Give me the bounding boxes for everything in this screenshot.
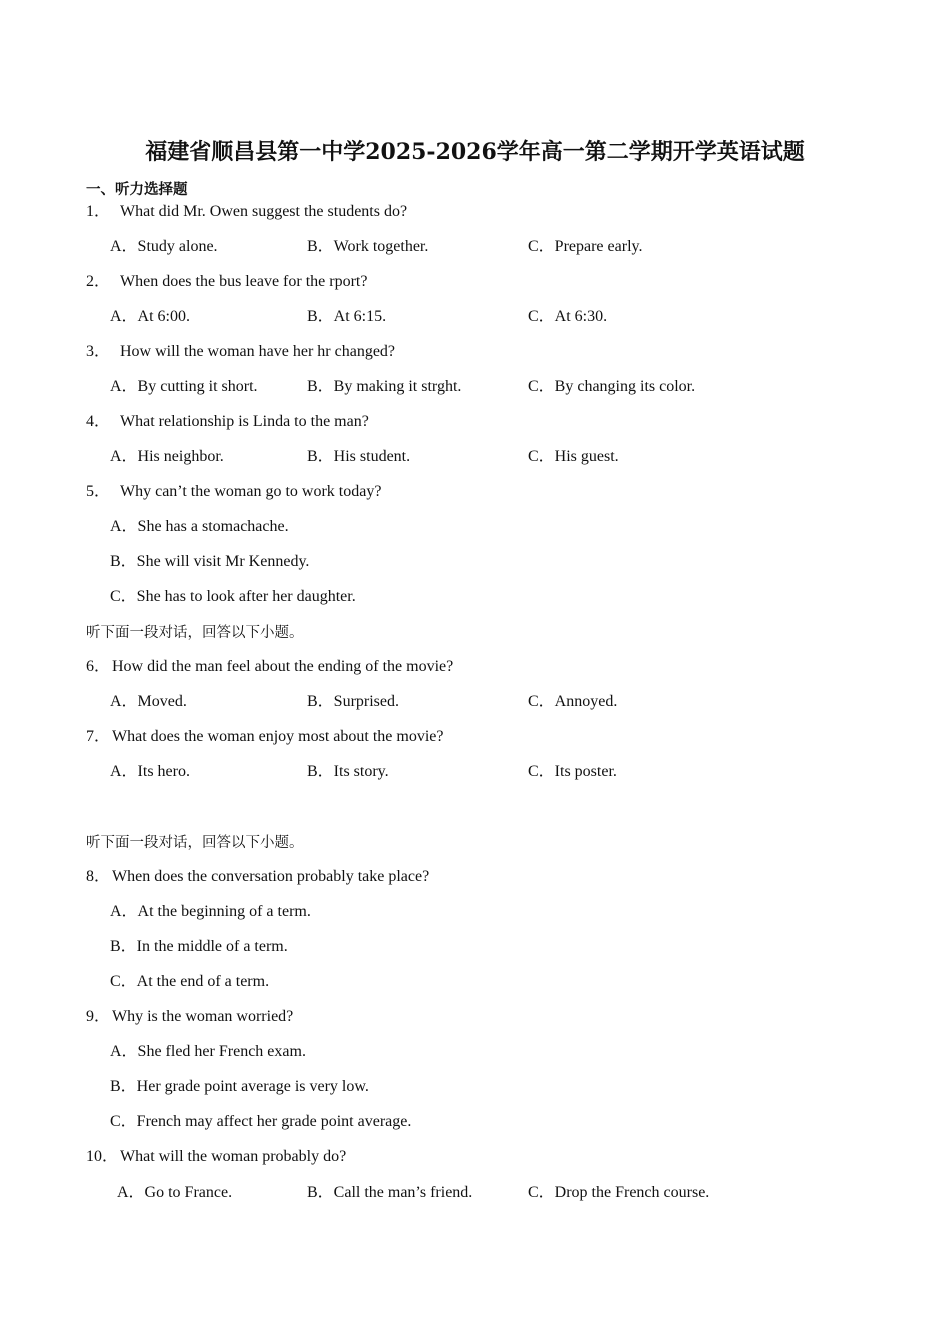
question-number: 7． [86,728,111,745]
question-3 [86,342,395,362]
option-a: A．Study alone. [110,238,218,255]
option-c: C．Prepare early. [528,238,643,255]
option-b: B．She will visit Mr Kennedy. [110,553,310,570]
option-c: C．By changing its color. [528,378,696,395]
option-c: C．His guest. [528,448,619,465]
question-number: 8． [86,868,111,885]
option-c: C．Drop the French course. [528,1184,710,1201]
option-c: C．French may affect her grade point average. [110,1113,412,1130]
option-c: C．Annoyed. [528,693,618,710]
instruction: 听下面一段对话，回答以下小题。 [86,625,304,641]
question-number: 9． [86,1008,111,1025]
question-number: 1． [86,203,111,220]
question-text: What does the woman enjoy most about the movie? [112,728,444,745]
option-a: A．She has a stomachache. [110,518,289,535]
question-8 [86,867,429,887]
question-number: 10． [86,1148,119,1165]
question-number: 5． [86,483,111,500]
question-number: 6． [86,658,111,675]
option-b: B．Her grade point average is very low. [110,1078,369,1095]
question-6 [86,657,453,677]
question-text: What did Mr. Owen suggest the students do? [120,203,408,220]
option-b: B．Surprised. [307,693,400,710]
option-b: B．In the middle of a term. [110,938,288,955]
question-text: When does the conversation probably take place? [112,868,430,885]
question-7 [86,727,443,747]
question-1 [86,202,407,222]
question-text: What relationship is Linda to the man? [120,413,369,430]
option-c: C．At the end of a term. [110,973,270,990]
option-c: C．She has to look after her daughter. [110,588,356,605]
option-a: A．Its hero. [110,763,190,780]
question-10 [86,1147,346,1167]
question-text: How will the woman have her hr changed? [120,343,396,360]
option-a: A．By cutting it short. [110,378,258,395]
option-b: B．At 6:15. [307,308,387,325]
option-a: A．At the beginning of a term. [110,903,311,920]
section-heading: 一、听力选择题 [86,182,188,198]
option-b: B．By making it strght. [307,378,462,395]
option-a: A．At 6:00. [110,308,191,325]
question-text: When does the bus leave for the rport? [120,273,368,290]
instruction: 听下面一段对话，回答以下小题。 [86,835,304,851]
question-number: 3． [86,343,111,360]
question-2 [86,272,367,292]
option-a: A．His neighbor. [110,448,224,465]
question-text: Why is the woman worried? [112,1008,294,1025]
option-b: B．His student. [307,448,411,465]
option-c: C．At 6:30. [528,308,608,325]
option-a: A．Go to France. [117,1184,233,1201]
option-a: A．Moved. [110,693,187,710]
option-c: C．Its poster. [528,763,617,780]
question-number: 2． [86,273,111,290]
question-9 [86,1007,293,1027]
option-a: A．She fled her French exam. [110,1043,306,1060]
option-b: B．Work together. [307,238,429,255]
question-text: How did the man feel about the ending of the movie? [112,658,454,675]
question-text: What will the woman probably do? [120,1148,347,1165]
question-5 [86,482,381,502]
option-b: B．Call the man’s friend. [307,1184,473,1201]
question-text: Why can’t the woman go to work today? [120,483,382,500]
option-b: B．Its story. [307,763,389,780]
page-title: 福建省顺昌县第一中学2025-2026学年高一第二学期开学英语试题 [145,139,805,165]
question-4 [86,412,369,432]
question-number: 4． [86,413,111,430]
